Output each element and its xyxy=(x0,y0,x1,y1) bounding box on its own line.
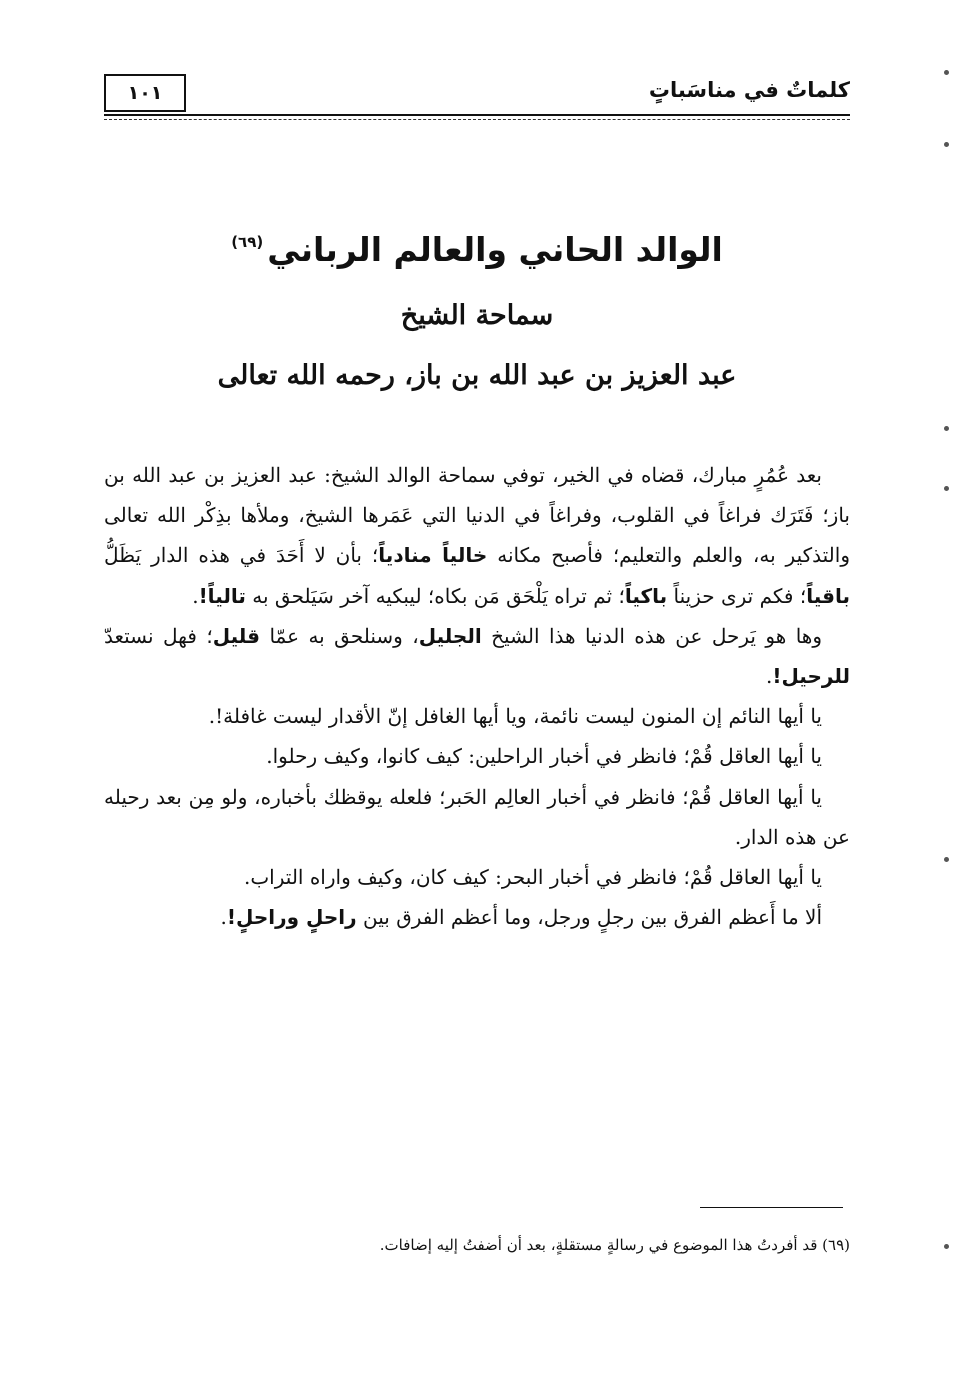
bold-run: راحلٍ وراحلٍ! xyxy=(226,905,357,930)
bold-run: للرحيل! xyxy=(772,664,850,689)
main-title-text: الوالد الحاني والعالم الرباني xyxy=(267,230,723,269)
bold-run: الجليل xyxy=(418,623,482,648)
text-run: . xyxy=(220,905,227,930)
page-number: ١٠١ xyxy=(104,74,186,112)
margin-dot xyxy=(944,857,949,862)
footnote: (٦٩) قد أفردتُ هذا الموضوع في رسالةٍ مستقلةٍ، بعد أن أضفتُ إليه إضافات. xyxy=(379,1236,850,1254)
text-run: . xyxy=(765,664,773,689)
margin-dot xyxy=(944,426,949,431)
text-run: . xyxy=(192,583,199,608)
header-dashed-rule xyxy=(104,119,850,120)
book-title: كلماتٌ في مناسَباتٍ xyxy=(648,78,850,102)
footnote-ref[interactable]: (٦٩) xyxy=(231,233,264,251)
margin-dot xyxy=(944,70,949,75)
bold-run: خالياً منادياً xyxy=(378,543,488,568)
margin-dot xyxy=(944,142,949,147)
text-run: بعد عُمُرٍ مبارك، قضاه في الخير، توفي سماحة الوالد الشيخ: عبد العزيز بن عبد الله بن باز؛ فَتَرَك فراغاً في القلوب، وفراغاً في الدنيا التي عَمَرها الشيخ، وملأها بذِكْر الله تعالى والتذكير به، والعلم والتعليم؛ فأصبح مكانه xyxy=(104,463,850,568)
text-run: ؛ بأن لا أَحَدَ في هذه الدار يَظَلُّ xyxy=(104,543,379,568)
bold-run: باكياً xyxy=(624,583,668,608)
header-rule xyxy=(104,114,850,116)
margin-dot xyxy=(944,486,949,491)
paragraph-1 xyxy=(104,455,850,616)
scholar-name: عبد العزيز بن عبد الله بن باز، رحمه الله تعالى xyxy=(217,360,737,391)
text-run: ألا ما أَعظم الفرق بين رجلٍ ورجل، وما أعظم الفرق بين xyxy=(356,905,822,930)
margin-dot xyxy=(944,1244,949,1249)
main-title xyxy=(104,212,850,280)
line-1: يا أيها النائم إن المنون ليست نائمة، ويا أيها الغافل إنّ الأقدار ليست غافلة!. xyxy=(208,704,822,729)
bold-run: تالياً! xyxy=(198,583,246,608)
line-4: يا أيها العاقل قُمْ؛ فانظر في أخبار البحر: كيف كان، وكيف واراه التراب. xyxy=(244,865,822,890)
footnote-separator xyxy=(700,1207,843,1208)
paragraph-2 xyxy=(104,616,850,696)
subtitle: سماحة الشيخ xyxy=(400,300,554,331)
text-run: ؛ فكم ترى حزيناً xyxy=(667,583,807,608)
body-text xyxy=(104,455,850,937)
line-5 xyxy=(104,897,850,937)
text-run: ؛ ثم تراه يَلْحَق مَن بكاه؛ ليبكيه آخر سَيَلحق به xyxy=(245,583,625,608)
text-run: ؛ فهل نستعدّ xyxy=(104,623,213,648)
line-2: يا أيها العاقل قُمْ؛ فانظر في أخبار الراحلين: كيف كانوا، وكيف رحلوا. xyxy=(266,744,822,769)
text-run: وها هو يَرحل عن هذه الدنيا هذا الشيخ xyxy=(481,623,822,648)
title-block xyxy=(104,212,850,406)
bold-run: باقياً xyxy=(806,583,850,608)
text-run: ، وسنلحق به عمّا xyxy=(260,623,419,648)
bold-run: قليل xyxy=(212,623,261,648)
line-3: يا أيها العاقل قُمْ؛ فانظر في أخبار العالِم الحَبر؛ فلعله يوقظك بأخباره، ولو مِن بعد رحيله عن هذه الدار. xyxy=(104,784,850,849)
page-header xyxy=(104,74,850,120)
